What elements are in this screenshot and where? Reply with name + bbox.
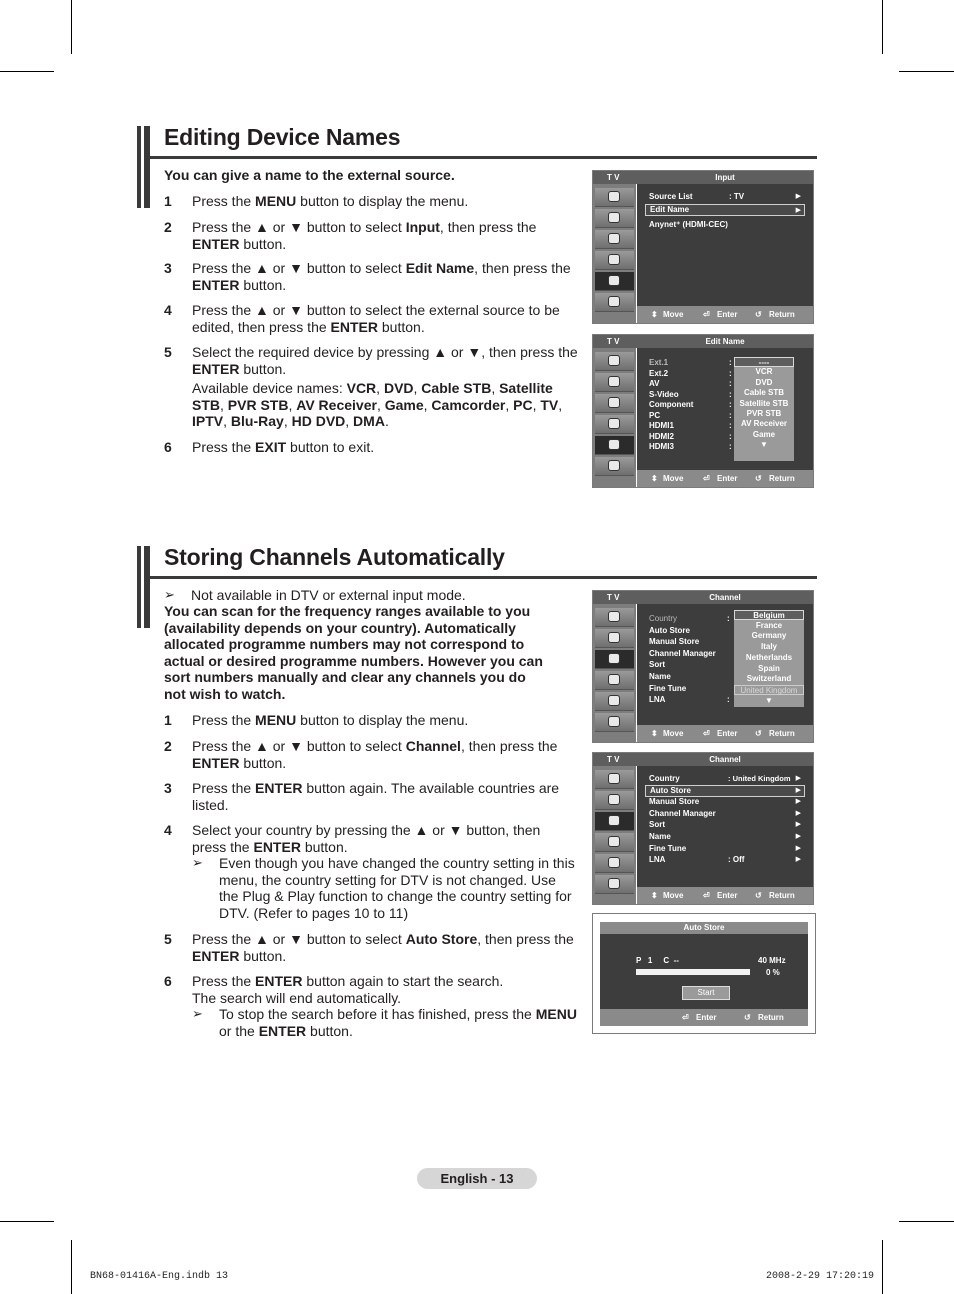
picture-icon[interactable] bbox=[595, 188, 634, 207]
osd-footer bbox=[600, 1009, 808, 1026]
osd-footer-move: Move bbox=[663, 729, 684, 738]
crop-mark bbox=[0, 1221, 54, 1222]
osd-footer-return: Return bbox=[769, 891, 795, 900]
osd-row-auto-store[interactable]: Auto Store bbox=[645, 785, 805, 797]
scan-percent: 0 % bbox=[766, 968, 780, 977]
device-option[interactable]: Game bbox=[752, 429, 776, 439]
step-text: Press the bbox=[192, 780, 256, 796]
section-title-storing-channels: Storing Channels Automatically bbox=[164, 544, 505, 570]
step-text: Press the ▲ or ▼ button to select bbox=[192, 931, 406, 947]
osd-channel-country-list bbox=[592, 590, 814, 743]
osd-separator: : bbox=[729, 379, 732, 388]
device-name: Blu-Ray bbox=[230, 413, 284, 429]
note-arrow-icon: ➢ bbox=[192, 855, 203, 870]
step-keyword: ENTER bbox=[255, 780, 303, 796]
step-6 bbox=[164, 439, 578, 456]
step-keyword: Edit Name bbox=[405, 260, 475, 276]
setup-icon[interactable] bbox=[595, 671, 634, 690]
country-option[interactable]: Netherlands bbox=[745, 652, 793, 662]
step-text: The search will end automatically. bbox=[192, 989, 402, 1006]
setup-icon[interactable] bbox=[595, 415, 634, 434]
step-keyword: MENU bbox=[535, 1006, 577, 1022]
step-1 bbox=[164, 712, 578, 729]
osd-content bbox=[637, 184, 813, 323]
country-option[interactable]: ▼ bbox=[765, 695, 773, 705]
osd-row-name[interactable]: Name bbox=[649, 832, 671, 841]
osd-footer bbox=[637, 470, 813, 487]
step-2 bbox=[164, 219, 578, 252]
input-icon[interactable] bbox=[595, 854, 634, 873]
move-icon: ⬍ bbox=[651, 729, 658, 738]
osd-edit-name-menu bbox=[592, 334, 814, 488]
osd-footer bbox=[637, 887, 813, 904]
arrow-right-icon: ▶ bbox=[795, 844, 801, 852]
enter-icon: ⏎ bbox=[703, 891, 710, 900]
device-name: Camcorder bbox=[431, 396, 506, 413]
step-text: Press the bbox=[192, 973, 256, 989]
crop-mark bbox=[0, 71, 54, 72]
channel-icon[interactable] bbox=[595, 230, 634, 249]
osd-tv-label: T V bbox=[607, 755, 620, 764]
osd-footer-return: Return bbox=[769, 310, 795, 319]
sound-icon[interactable] bbox=[595, 373, 634, 392]
scan-status: P 1 C -- bbox=[636, 956, 679, 965]
osd-sidebar bbox=[593, 766, 636, 904]
osd-title: Input bbox=[715, 173, 735, 182]
section-bar bbox=[144, 546, 150, 628]
auto-store-panel bbox=[600, 922, 808, 1026]
step-number: 4 bbox=[164, 302, 172, 318]
device-name: Satellite STB bbox=[192, 380, 553, 413]
section-title-editing-device-names: Editing Device Names bbox=[164, 124, 401, 150]
osd-tv-label: T V bbox=[607, 173, 620, 182]
step-3 bbox=[164, 780, 578, 813]
step-5 bbox=[164, 931, 578, 964]
osd-row-label[interactable]: Fine Tune bbox=[649, 683, 687, 693]
crop-mark bbox=[899, 71, 954, 72]
osd-row-label[interactable]: Auto Store bbox=[649, 625, 690, 635]
device-name: Cable STB bbox=[421, 380, 492, 396]
start-button[interactable]: Start bbox=[682, 986, 730, 1000]
osd-row-value: : TV bbox=[729, 192, 745, 201]
sound-icon[interactable] bbox=[595, 629, 634, 648]
note-arrow-icon: ➢ bbox=[192, 1006, 203, 1021]
osd-row-label[interactable]: Country bbox=[649, 614, 678, 623]
application-icon[interactable] bbox=[595, 713, 634, 732]
step-text: , then press the bbox=[474, 260, 571, 276]
return-icon: ↺ bbox=[755, 310, 762, 319]
country-option[interactable]: United Kingdom bbox=[734, 685, 804, 695]
device-name: DVD bbox=[383, 380, 414, 396]
country-option[interactable]: Germany bbox=[751, 631, 787, 641]
step-number: 3 bbox=[164, 260, 172, 276]
device-name: PC bbox=[513, 396, 533, 413]
step-keyword: ENTER bbox=[192, 947, 240, 964]
osd-row-lna[interactable]: LNA bbox=[649, 855, 666, 865]
step-text: Press the bbox=[192, 193, 256, 209]
step-text: button. bbox=[239, 947, 287, 964]
step-keyword: ENTER bbox=[330, 318, 378, 335]
picture-icon[interactable] bbox=[595, 352, 634, 371]
device-option[interactable]: DVD bbox=[755, 377, 773, 387]
osd-footer-move: Move bbox=[663, 310, 684, 319]
osd-footer-enter: Enter bbox=[717, 474, 738, 483]
step-text: Press the ▲ or ▼ button to select the external source to be edited, then press the bbox=[192, 302, 560, 335]
osd-row-sort[interactable]: Sort bbox=[649, 820, 665, 830]
step-text: button. bbox=[239, 276, 287, 293]
osd-content bbox=[637, 766, 813, 904]
osd-separator: : bbox=[729, 431, 732, 441]
step-keyword: ENTER bbox=[192, 360, 240, 377]
osd-row-label[interactable]: HDMI3 bbox=[649, 442, 674, 451]
osd-row-label[interactable]: Name bbox=[649, 672, 671, 681]
print-file-info: BN68-01416A-Eng.indb 13 bbox=[90, 1271, 229, 1282]
return-icon: ↺ bbox=[744, 1013, 751, 1022]
osd-title: Channel bbox=[709, 593, 741, 602]
arrow-right-icon: ▶ bbox=[795, 786, 801, 794]
return-icon: ↺ bbox=[755, 891, 762, 900]
step-number: 6 bbox=[164, 439, 172, 455]
osd-row-edit-name[interactable] bbox=[645, 204, 805, 216]
device-name: VCR bbox=[346, 380, 377, 396]
step-keyword: MENU bbox=[255, 712, 297, 728]
osd-separator: : bbox=[729, 400, 732, 409]
sound-icon[interactable] bbox=[595, 791, 634, 810]
print-datetime: 2008-2-29 17:20:19 bbox=[766, 1271, 875, 1282]
osd-auto-store bbox=[592, 913, 816, 1034]
step-keyword: ENTER bbox=[192, 235, 240, 252]
enter-icon: ⏎ bbox=[703, 729, 710, 738]
device-list: VCR, DVD, Cable STB, Satellite STB, PVR STB, AV Receiver, Game, Camcorder, PC, TV, IPTV, Blu-Ray, HD DVD, DMA bbox=[192, 380, 563, 429]
arrow-right-icon: ▶ bbox=[795, 775, 801, 782]
device-option[interactable]: ▼ bbox=[760, 440, 768, 450]
device-name: TV bbox=[540, 396, 559, 413]
step-text: , then press the bbox=[477, 931, 574, 947]
step-text: button to exit. bbox=[286, 439, 375, 455]
scan-frequency: 40 MHz bbox=[758, 956, 786, 965]
device-name: Game bbox=[384, 396, 424, 413]
available-devices: Available device names: VCR, DVD, Cable STB, Satellite STB, PVR STB, AV Receiver, Game, Camcorder, PC, TV, IPTV, Blu-Ray, HD DVD, DMA. bbox=[192, 380, 563, 429]
osd-row-label[interactable]: Manual Store bbox=[649, 637, 700, 647]
osd-footer-move: Move bbox=[663, 474, 684, 483]
device-option[interactable]: Cable STB bbox=[743, 388, 784, 398]
osd-row-value: : Off bbox=[728, 855, 745, 865]
osd-row-label[interactable]: HDMI2 bbox=[649, 431, 674, 441]
osd-header bbox=[593, 591, 813, 604]
step-4 bbox=[164, 302, 578, 335]
arrow-right-icon: ▶ bbox=[795, 207, 801, 214]
osd-separator: : bbox=[729, 368, 732, 378]
picture-icon[interactable] bbox=[595, 608, 634, 627]
osd-footer-enter: Enter bbox=[717, 729, 738, 738]
step-keyword: ENTER bbox=[192, 276, 240, 293]
osd-row-label: Source List bbox=[649, 192, 693, 201]
osd-row-label: Anynet⁺ (HDMI-CEC) bbox=[649, 220, 728, 229]
osd-content bbox=[637, 604, 813, 742]
step-text: button. bbox=[239, 360, 287, 377]
osd-row-label[interactable]: S-Video bbox=[649, 389, 679, 399]
note-text: or the bbox=[219, 1022, 259, 1039]
osd-row-label: Edit Name bbox=[650, 205, 690, 214]
osd-footer bbox=[637, 306, 813, 323]
step-keyword: MENU bbox=[255, 193, 297, 209]
step-text: button to display the menu. bbox=[296, 193, 469, 209]
move-icon: ⬍ bbox=[651, 474, 658, 483]
arrow-right-icon: ▶ bbox=[795, 821, 801, 829]
step-number: 1 bbox=[164, 193, 172, 209]
available-label: Available device names: bbox=[192, 380, 347, 396]
osd-tv-label: T V bbox=[607, 593, 620, 602]
input-icon[interactable] bbox=[595, 272, 634, 291]
osd-row-label[interactable]: Sort bbox=[649, 660, 665, 670]
osd-header bbox=[593, 335, 813, 348]
dtv-note bbox=[164, 587, 578, 604]
step-number: 5 bbox=[164, 344, 172, 360]
osd-row-source-list[interactable] bbox=[649, 192, 693, 201]
section-bar bbox=[137, 126, 141, 208]
step-text: button. bbox=[239, 754, 287, 771]
enter-icon: ⏎ bbox=[703, 310, 710, 319]
step-keyword: EXIT bbox=[255, 439, 287, 455]
step-text: , then press the bbox=[460, 738, 558, 754]
step-text: button again to start the search. bbox=[302, 973, 504, 989]
page-number-badge: English - 13 bbox=[417, 1168, 537, 1189]
step-2 bbox=[164, 738, 578, 771]
crop-mark bbox=[899, 1221, 954, 1222]
setup-icon[interactable] bbox=[595, 251, 634, 270]
step-text: Press the bbox=[192, 439, 256, 455]
step-text: button to display the menu. bbox=[296, 712, 469, 728]
step-number: 5 bbox=[164, 931, 172, 947]
osd-separator: : bbox=[729, 358, 732, 367]
device-option[interactable]: Satellite STB bbox=[739, 398, 789, 408]
device-name: HD DVD bbox=[291, 413, 346, 429]
osd-row-manual-store[interactable]: Manual Store bbox=[649, 797, 700, 807]
osd-separator: : bbox=[729, 442, 732, 451]
application-icon[interactable] bbox=[595, 293, 634, 312]
scan-intro: You can scan for the frequency ranges available to you (availability depends on your country). Automatically allocated programme numbers may not correspond to actual or desired programme numbers. However you can sort numbers manually and clear any channels you do not wish to watch. bbox=[164, 603, 543, 702]
move-icon: ⬍ bbox=[651, 310, 658, 319]
osd-content bbox=[637, 348, 813, 487]
osd-row-fine-tune[interactable]: Fine Tune bbox=[649, 843, 687, 853]
step-keyword: ENTER bbox=[255, 973, 303, 989]
osd-footer-return: Return bbox=[769, 729, 795, 738]
section-rule bbox=[150, 156, 817, 159]
move-icon: ⬍ bbox=[651, 891, 658, 900]
osd-sidebar bbox=[593, 604, 636, 742]
step-keyword: Auto Store bbox=[405, 931, 478, 947]
osd-row-channel-manager[interactable]: Channel Manager bbox=[649, 808, 716, 818]
section-bar bbox=[144, 126, 150, 208]
step-keyword: Input bbox=[405, 219, 440, 235]
crop-mark bbox=[71, 0, 72, 54]
osd-footer-enter: Enter bbox=[696, 1013, 717, 1022]
crop-mark bbox=[882, 0, 883, 54]
device-option[interactable]: VCR bbox=[755, 367, 773, 377]
note-text: To stop the search before it has finished, press the bbox=[219, 1006, 536, 1022]
return-icon: ↺ bbox=[755, 474, 762, 483]
device-option[interactable]: PVR STB bbox=[746, 409, 782, 418]
section-rule bbox=[150, 576, 817, 579]
intro-text: You can give a name to the external source. bbox=[164, 167, 455, 183]
sound-icon[interactable] bbox=[595, 209, 634, 228]
note-text: Not available in DTV or external input mode. bbox=[191, 587, 466, 603]
country-option[interactable]: France bbox=[755, 620, 783, 630]
device-name: IPTV bbox=[192, 413, 224, 429]
step-6 bbox=[164, 973, 578, 1039]
osd-row-anynet[interactable] bbox=[649, 220, 728, 229]
osd-row-label[interactable]: HDMI1 bbox=[649, 421, 674, 430]
arrow-right-icon: ▶ bbox=[795, 856, 801, 864]
arrow-right-icon: ▶ bbox=[795, 193, 801, 200]
device-name: PVR STB bbox=[227, 396, 289, 413]
osd-row-label[interactable]: AV bbox=[649, 379, 660, 388]
step-text: button again. The available countries are listed. bbox=[192, 780, 560, 813]
note-text: Even though you have changed the country setting in this menu, the country setting for DTV is not changed. Use the Plug & Play function to change the country setting for DTV. (Refer to pages 10 to 11) bbox=[219, 855, 575, 921]
osd-footer-enter: Enter bbox=[717, 310, 738, 319]
step-text: button. bbox=[300, 838, 348, 855]
osd-tv-label: T V bbox=[607, 337, 620, 346]
osd-footer bbox=[637, 725, 813, 742]
progress-bar bbox=[636, 969, 750, 975]
step-text: , then press the bbox=[439, 219, 537, 235]
osd-separator: : bbox=[729, 410, 732, 420]
step-text: Select your country by pressing the ▲ or ▼ button, then press the bbox=[192, 822, 541, 855]
step-number: 4 bbox=[164, 822, 172, 838]
osd-row-label[interactable]: LNA bbox=[649, 695, 666, 705]
step-number: 1 bbox=[164, 712, 172, 728]
country-option[interactable]: Switzerland bbox=[746, 674, 792, 684]
osd-footer-enter: Enter bbox=[717, 891, 738, 900]
step-number: 6 bbox=[164, 973, 172, 989]
arrow-right-icon: ▶ bbox=[795, 833, 801, 840]
country-option-list[interactable] bbox=[734, 610, 804, 707]
step-number: 2 bbox=[164, 219, 172, 235]
osd-separator: : bbox=[729, 421, 732, 430]
osd-header bbox=[593, 753, 813, 766]
step-keyword: Channel bbox=[405, 738, 461, 754]
osd-row-value: : United Kingdom bbox=[728, 774, 791, 783]
setup-icon[interactable] bbox=[595, 833, 634, 852]
osd-channel-menu bbox=[592, 752, 814, 905]
section-bar bbox=[137, 546, 141, 628]
osd-row-label[interactable]: Ext.2 bbox=[649, 368, 669, 378]
osd-title: Channel bbox=[709, 755, 741, 764]
enter-icon: ⏎ bbox=[703, 474, 710, 483]
channel-icon[interactable] bbox=[595, 650, 634, 669]
country-option[interactable]: Italy bbox=[760, 642, 777, 652]
crop-mark bbox=[71, 1240, 72, 1294]
osd-input-menu bbox=[592, 170, 814, 324]
enter-icon: ⏎ bbox=[682, 1013, 689, 1022]
osd-footer-return: Return bbox=[758, 1013, 784, 1022]
osd-title: Edit Name bbox=[705, 337, 745, 346]
osd-separator: : bbox=[729, 389, 732, 399]
osd-row-country[interactable]: Country bbox=[649, 774, 680, 783]
step-text: Press the ▲ or ▼ button to select bbox=[192, 260, 406, 276]
channel-icon[interactable] bbox=[595, 812, 634, 831]
step-4 bbox=[164, 822, 578, 921]
country-option[interactable]: Belgium bbox=[734, 610, 804, 620]
step-text: Press the ▲ or ▼ button to select bbox=[192, 219, 406, 235]
step-text: Select the required device by pressing ▲ or ▼, then press the bbox=[192, 344, 578, 360]
step-3 bbox=[164, 260, 578, 293]
device-name: DMA bbox=[353, 413, 385, 429]
osd-header bbox=[593, 171, 813, 184]
step-1 bbox=[164, 193, 578, 210]
device-option-list[interactable] bbox=[734, 357, 794, 461]
osd-sidebar bbox=[593, 348, 636, 487]
crop-mark bbox=[882, 1240, 883, 1294]
arrow-right-icon: ▶ bbox=[795, 798, 801, 806]
step-keyword: ENTER bbox=[258, 1022, 307, 1039]
osd-row-label[interactable]: PC bbox=[649, 410, 661, 420]
step-5 bbox=[164, 344, 578, 430]
arrow-right-icon: ▶ bbox=[795, 809, 801, 817]
osd-sidebar bbox=[593, 184, 636, 323]
return-icon: ↺ bbox=[755, 729, 762, 738]
step-text: button. bbox=[378, 318, 425, 335]
device-option[interactable]: AV Receiver bbox=[740, 419, 788, 429]
device-option[interactable]: ---- bbox=[734, 357, 794, 367]
step-number: 2 bbox=[164, 738, 172, 754]
channel-icon[interactable] bbox=[595, 394, 634, 413]
osd-separator: : bbox=[727, 614, 730, 623]
application-icon[interactable] bbox=[595, 457, 634, 476]
application-icon[interactable] bbox=[595, 875, 634, 894]
step-number: 3 bbox=[164, 780, 172, 796]
picture-icon[interactable] bbox=[595, 770, 634, 789]
osd-row-label[interactable]: Channel Manager bbox=[649, 648, 716, 658]
osd-row-label[interactable]: Component bbox=[649, 400, 694, 409]
step-text: Press the bbox=[192, 712, 256, 728]
input-icon[interactable] bbox=[595, 436, 634, 455]
osd-separator: : bbox=[727, 695, 730, 704]
country-option[interactable]: Spain bbox=[758, 663, 780, 673]
step-text: Press the ▲ or ▼ button to select bbox=[192, 738, 406, 754]
step-text: button. bbox=[239, 235, 287, 252]
device-name: AV Receiver bbox=[296, 396, 377, 413]
step-keyword: ENTER bbox=[192, 754, 240, 771]
osd-title: Auto Store bbox=[600, 922, 808, 934]
osd-footer-move: Move bbox=[663, 891, 684, 900]
osd-footer-return: Return bbox=[769, 474, 795, 483]
step-keyword: ENTER bbox=[253, 838, 301, 855]
note-arrow-icon: ➢ bbox=[164, 587, 175, 602]
note-text: button. bbox=[306, 1022, 353, 1039]
osd-row-label[interactable]: Ext.1 bbox=[649, 358, 669, 367]
input-icon[interactable] bbox=[595, 692, 634, 711]
